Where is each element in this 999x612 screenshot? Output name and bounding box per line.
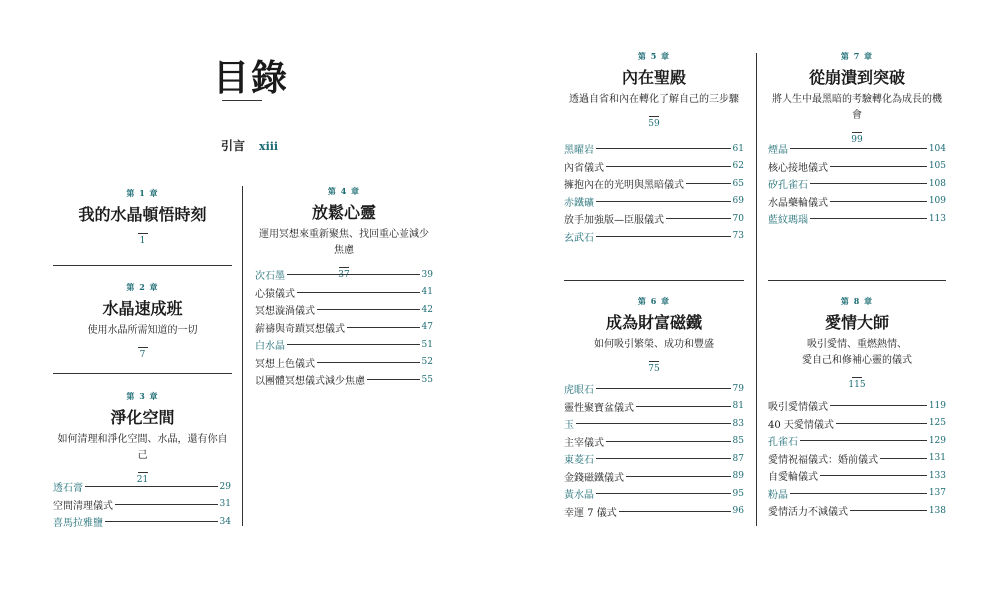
toc-entry-label: 黑曜岩 bbox=[564, 145, 594, 157]
toc-entry-page: 131 bbox=[928, 453, 946, 464]
toc-leader-line bbox=[115, 504, 218, 505]
chapter-number: 第 3 章 bbox=[126, 391, 159, 401]
chapter-page: 75 bbox=[648, 364, 660, 374]
toc-entry[interactable] bbox=[768, 140, 946, 158]
chapter-4-entries bbox=[255, 266, 433, 389]
toc-entry[interactable] bbox=[53, 496, 231, 514]
toc-leader-line bbox=[830, 201, 927, 202]
toc-entry-page: 47 bbox=[421, 322, 433, 333]
chapter-title[interactable]: 放鬆心靈 bbox=[311, 203, 376, 222]
toc-entry-label: 心猿儀式 bbox=[255, 288, 295, 300]
toc-entry[interactable] bbox=[564, 210, 744, 228]
toc-leader-line bbox=[636, 406, 731, 407]
toc-entry-label: 幸運 7 儀式 bbox=[564, 507, 617, 519]
toc-entry-label: 虎眼石 bbox=[564, 385, 594, 397]
toc-entry-label: 黃水晶 bbox=[564, 490, 594, 502]
chapter-subtitle: 透過自省和內在轉化了解自己的三步驟 bbox=[569, 94, 739, 105]
toc-leader-line bbox=[596, 493, 731, 494]
toc-entry-page: 51 bbox=[421, 339, 433, 350]
toc-leader-line bbox=[790, 493, 927, 494]
toc-entry-label: 孔雀石 bbox=[768, 437, 798, 449]
toc-leader-line bbox=[596, 458, 731, 459]
toc-entry-label: 透石膏 bbox=[53, 483, 83, 495]
toc-entry-page: 105 bbox=[928, 161, 946, 172]
toc-entry-page: 108 bbox=[928, 178, 946, 189]
page-title: 目錄 bbox=[213, 57, 290, 99]
toc-entry-label: 東菱石 bbox=[564, 455, 594, 467]
chapter-number: 第 6 章 bbox=[637, 296, 671, 306]
toc-leader-line bbox=[596, 236, 731, 237]
toc-entry-label: 粉晶 bbox=[768, 489, 788, 501]
toc-leader-line bbox=[820, 475, 927, 476]
toc-leader-line bbox=[317, 362, 420, 363]
section-divider bbox=[53, 265, 232, 266]
toc-entry-label: 薪禱與奇蹟冥想儀式 bbox=[255, 323, 345, 335]
toc-entry[interactable] bbox=[768, 467, 946, 485]
toc-leader-line bbox=[287, 344, 420, 345]
chapter-7-entries bbox=[768, 140, 946, 228]
chapter-title[interactable]: 內在聖殿 bbox=[621, 68, 686, 87]
toc-entry[interactable] bbox=[768, 485, 946, 503]
toc-entry-label: 水晶藥輪儀式 bbox=[768, 197, 828, 209]
toc-entry-label: 次石墨 bbox=[255, 271, 285, 283]
toc-entry[interactable] bbox=[255, 266, 433, 284]
toc-leader-line bbox=[287, 274, 420, 275]
toc-entry-label: 愛情祝福儀式：婚前儀式 bbox=[768, 454, 878, 466]
toc-entry-label: 放手加強版—臣服儀式 bbox=[564, 215, 664, 227]
toc-entry-page: 83 bbox=[732, 418, 744, 429]
toc-entry-page: 73 bbox=[732, 231, 744, 242]
toc-entry[interactable] bbox=[768, 210, 946, 228]
toc-entry-label: 喜馬拉雅鹽 bbox=[53, 518, 103, 530]
toc-entry[interactable] bbox=[564, 415, 744, 433]
toc-entry-label: 矽孔雀石 bbox=[768, 180, 808, 192]
toc-entry-page: 87 bbox=[732, 453, 744, 464]
toc-entry[interactable] bbox=[564, 175, 744, 193]
chapter-title[interactable]: 成為財富磁鐵 bbox=[605, 313, 702, 332]
chapter-dash bbox=[649, 116, 659, 117]
chapter-title[interactable]: 我的水晶頓悟時刻 bbox=[78, 205, 207, 224]
toc-entry-label: 內省儀式 bbox=[564, 162, 604, 174]
toc-entry[interactable] bbox=[768, 158, 946, 176]
toc-entry[interactable] bbox=[255, 336, 433, 354]
toc-entry-page: 55 bbox=[421, 374, 433, 385]
chapter-title[interactable]: 愛情大師 bbox=[824, 313, 889, 332]
toc-entry-page: 109 bbox=[928, 196, 946, 207]
toc-leader-line bbox=[850, 510, 927, 511]
chapter-number: 第 2 章 bbox=[126, 282, 159, 292]
toc-entry-page: 31 bbox=[219, 499, 231, 510]
chapter-title[interactable]: 從崩潰到突破 bbox=[808, 68, 905, 87]
column-divider bbox=[756, 53, 757, 526]
chapter-subtitle: 吸引愛情、重燃熱情、 愛自己和修補心靈的儀式 bbox=[802, 339, 912, 366]
toc-entry-label: 靈性聚寶盆儀式 bbox=[564, 402, 634, 414]
toc-leader-line bbox=[576, 423, 731, 424]
chapter-page: 99 bbox=[851, 135, 863, 145]
toc-entry-page: 138 bbox=[928, 505, 946, 516]
toc-entry-page: 41 bbox=[421, 287, 433, 298]
toc-entry[interactable] bbox=[768, 175, 946, 193]
chapter-subtitle: 使用水晶所需知道的一切 bbox=[87, 325, 198, 336]
chapter-3-entries bbox=[53, 478, 231, 531]
toc-entry-page: 42 bbox=[421, 304, 433, 315]
toc-entry-page: 129 bbox=[928, 435, 946, 446]
intro-page: xiii bbox=[259, 140, 279, 153]
toc-entry-label: 自愛輪儀式 bbox=[768, 472, 818, 484]
section-divider bbox=[564, 280, 744, 281]
toc-entry[interactable] bbox=[564, 485, 744, 503]
chapter-8-entries bbox=[768, 397, 946, 520]
toc-entry-label: 玄武石 bbox=[564, 232, 594, 244]
toc-leader-line bbox=[666, 218, 731, 219]
toc-entry-page: 125 bbox=[928, 418, 946, 429]
toc-entry-label: 冥想上色儀式 bbox=[255, 358, 315, 370]
chapter-5 bbox=[564, 51, 744, 129]
chapter-number: 第 5 章 bbox=[637, 51, 671, 61]
toc-entry-page: 62 bbox=[732, 161, 744, 172]
toc-leader-line bbox=[790, 148, 927, 149]
chapter-8 bbox=[768, 296, 946, 390]
chapter-7 bbox=[768, 51, 946, 145]
toc-entry-page: 85 bbox=[732, 436, 744, 447]
chapter-subtitle: 運用冥想來重新聚焦、找回重心並減少焦慮 bbox=[259, 229, 429, 256]
chapter-number: 第 1 章 bbox=[126, 188, 159, 198]
toc-leader-line bbox=[800, 440, 927, 441]
toc-entry[interactable] bbox=[53, 513, 231, 531]
toc-leader-line bbox=[880, 458, 927, 459]
chapter-6 bbox=[564, 296, 744, 374]
toc-entry[interactable] bbox=[564, 228, 744, 246]
toc-entry-page: 65 bbox=[732, 178, 744, 189]
toc-leader-line bbox=[596, 148, 731, 149]
toc-entry[interactable] bbox=[255, 319, 433, 337]
toc-entry[interactable] bbox=[255, 284, 433, 302]
chapter-dash bbox=[852, 377, 862, 378]
toc-entry-page: 96 bbox=[732, 506, 744, 517]
toc-entry-label: 空間清理儀式 bbox=[53, 500, 113, 512]
toc-entry[interactable] bbox=[255, 354, 433, 372]
toc-entry-page: 89 bbox=[732, 471, 744, 482]
chapter-page: 21 bbox=[136, 475, 149, 485]
intro-entry[interactable] bbox=[221, 137, 278, 154]
toc-entry-label: 主宰儀式 bbox=[564, 437, 604, 449]
chapter-5-entries bbox=[564, 140, 744, 245]
chapter-page: 59 bbox=[648, 119, 660, 129]
toc-entry-page: 137 bbox=[928, 488, 946, 499]
toc-leader-line bbox=[317, 309, 420, 310]
toc-entry[interactable] bbox=[564, 158, 744, 176]
toc-leader-line bbox=[606, 166, 731, 167]
toc-leader-line bbox=[619, 511, 731, 512]
toc-entry-label: 金錢磁鐵儀式 bbox=[564, 472, 624, 484]
toc-entry[interactable] bbox=[564, 468, 744, 486]
toc-entry[interactable] bbox=[564, 193, 744, 211]
chapter-2 bbox=[53, 282, 232, 360]
toc-entry[interactable] bbox=[564, 380, 744, 398]
toc-entry-page: 39 bbox=[421, 269, 433, 280]
toc-leader-line bbox=[830, 405, 927, 406]
chapter-dash bbox=[649, 361, 659, 362]
chapter-subtitle: 如何清理和淨化空間、水晶，還有你自己 bbox=[57, 434, 228, 461]
toc-entry-label: 吸引愛情儀式 bbox=[768, 402, 828, 414]
chapter-subtitle: 如何吸引繁榮、成功和豐盛 bbox=[594, 339, 714, 350]
chapter-title[interactable]: 淨化空間 bbox=[110, 408, 175, 427]
toc-leader-line bbox=[85, 486, 218, 487]
toc-leader-line bbox=[830, 166, 927, 167]
chapter-page: 7 bbox=[139, 350, 146, 360]
toc-entry-label: 藍紋瑪瑙 bbox=[768, 215, 808, 227]
toc-entry[interactable] bbox=[768, 193, 946, 211]
chapter-dash bbox=[138, 472, 148, 473]
toc-entry[interactable] bbox=[564, 398, 744, 416]
column-divider bbox=[242, 186, 243, 526]
toc-leader-line bbox=[810, 218, 927, 219]
toc-entry-page: 119 bbox=[928, 400, 946, 411]
toc-leader-line bbox=[596, 201, 731, 202]
toc-leader-line bbox=[297, 292, 420, 293]
section-divider bbox=[53, 373, 232, 374]
toc-entry-label: 冥想漩渦儀式 bbox=[255, 306, 315, 318]
chapter-title[interactable]: 水晶速成班 bbox=[102, 299, 183, 318]
toc-leader-line bbox=[686, 183, 731, 184]
toc-entry-page: 104 bbox=[928, 143, 946, 154]
chapter-page: 115 bbox=[848, 380, 866, 390]
chapter-page: 1 bbox=[139, 236, 146, 246]
toc-entry-page: 52 bbox=[421, 357, 433, 368]
toc-entry-label: 核心接地儀式 bbox=[768, 162, 828, 174]
toc-entry[interactable] bbox=[768, 450, 946, 468]
toc-leader-line bbox=[606, 441, 731, 442]
intro-label: 引言 bbox=[221, 139, 246, 153]
toc-entry-page: 61 bbox=[732, 143, 744, 154]
toc-entry[interactable] bbox=[564, 503, 744, 521]
toc-entry[interactable] bbox=[564, 450, 744, 468]
toc-leader-line bbox=[810, 183, 927, 184]
chapter-1 bbox=[53, 188, 232, 246]
chapter-dash bbox=[852, 132, 862, 133]
toc-entry[interactable] bbox=[768, 415, 946, 433]
toc-entry[interactable] bbox=[255, 371, 433, 389]
toc-entry[interactable] bbox=[768, 502, 946, 520]
toc-entry-label: 40 天愛情儀式 bbox=[768, 419, 834, 431]
toc-entry-label: 以團體冥想儀式減少焦慮 bbox=[255, 376, 365, 388]
toc-entry-page: 81 bbox=[732, 401, 744, 412]
toc-entry[interactable] bbox=[564, 433, 744, 451]
toc-entry[interactable] bbox=[255, 301, 433, 319]
toc-entry-page: 29 bbox=[219, 481, 231, 492]
chapter-number: 第 8 章 bbox=[840, 296, 874, 306]
toc-entry-page: 95 bbox=[732, 488, 744, 499]
toc-entry[interactable] bbox=[768, 432, 946, 450]
toc-entry-label: 擁抱內在的光明與黑暗儀式 bbox=[564, 180, 684, 192]
toc-entry-page: 133 bbox=[928, 470, 946, 481]
toc-leader-line bbox=[836, 423, 927, 424]
chapter-subtitle: 將人生中最黑暗的考驗轉化為成長的機會 bbox=[772, 94, 942, 121]
toc-entry[interactable] bbox=[768, 397, 946, 415]
toc-leader-line bbox=[105, 521, 218, 522]
toc-entry-label: 愛情活力不減儀式 bbox=[768, 507, 848, 519]
toc-leader-line bbox=[596, 388, 731, 389]
chapter-number: 第 4 章 bbox=[327, 186, 361, 196]
toc-entry-page: 79 bbox=[732, 383, 744, 394]
chapter-6-entries bbox=[564, 380, 744, 520]
toc-entry-label: 玉 bbox=[564, 420, 574, 432]
toc-leader-line bbox=[626, 476, 731, 477]
section-divider bbox=[768, 280, 946, 281]
chapter-dash bbox=[138, 233, 148, 234]
toc-entry-page: 113 bbox=[928, 213, 946, 224]
toc-leader-line bbox=[347, 327, 420, 328]
toc-entry-page: 34 bbox=[219, 516, 231, 527]
toc-entry-label: 赤鐵礦 bbox=[564, 197, 594, 209]
chapter-dash bbox=[138, 347, 148, 348]
title-divider bbox=[222, 100, 262, 101]
toc-entry-label: 煙晶 bbox=[768, 145, 788, 157]
toc-entry-label: 白水晶 bbox=[255, 341, 285, 353]
toc-entry-page: 70 bbox=[732, 213, 744, 224]
chapter-number: 第 7 章 bbox=[840, 51, 874, 61]
chapter-3 bbox=[53, 391, 232, 485]
toc-leader-line bbox=[367, 379, 420, 380]
toc-entry[interactable] bbox=[53, 478, 231, 496]
toc-entry-page: 69 bbox=[732, 196, 744, 207]
toc-entry[interactable] bbox=[564, 140, 744, 158]
